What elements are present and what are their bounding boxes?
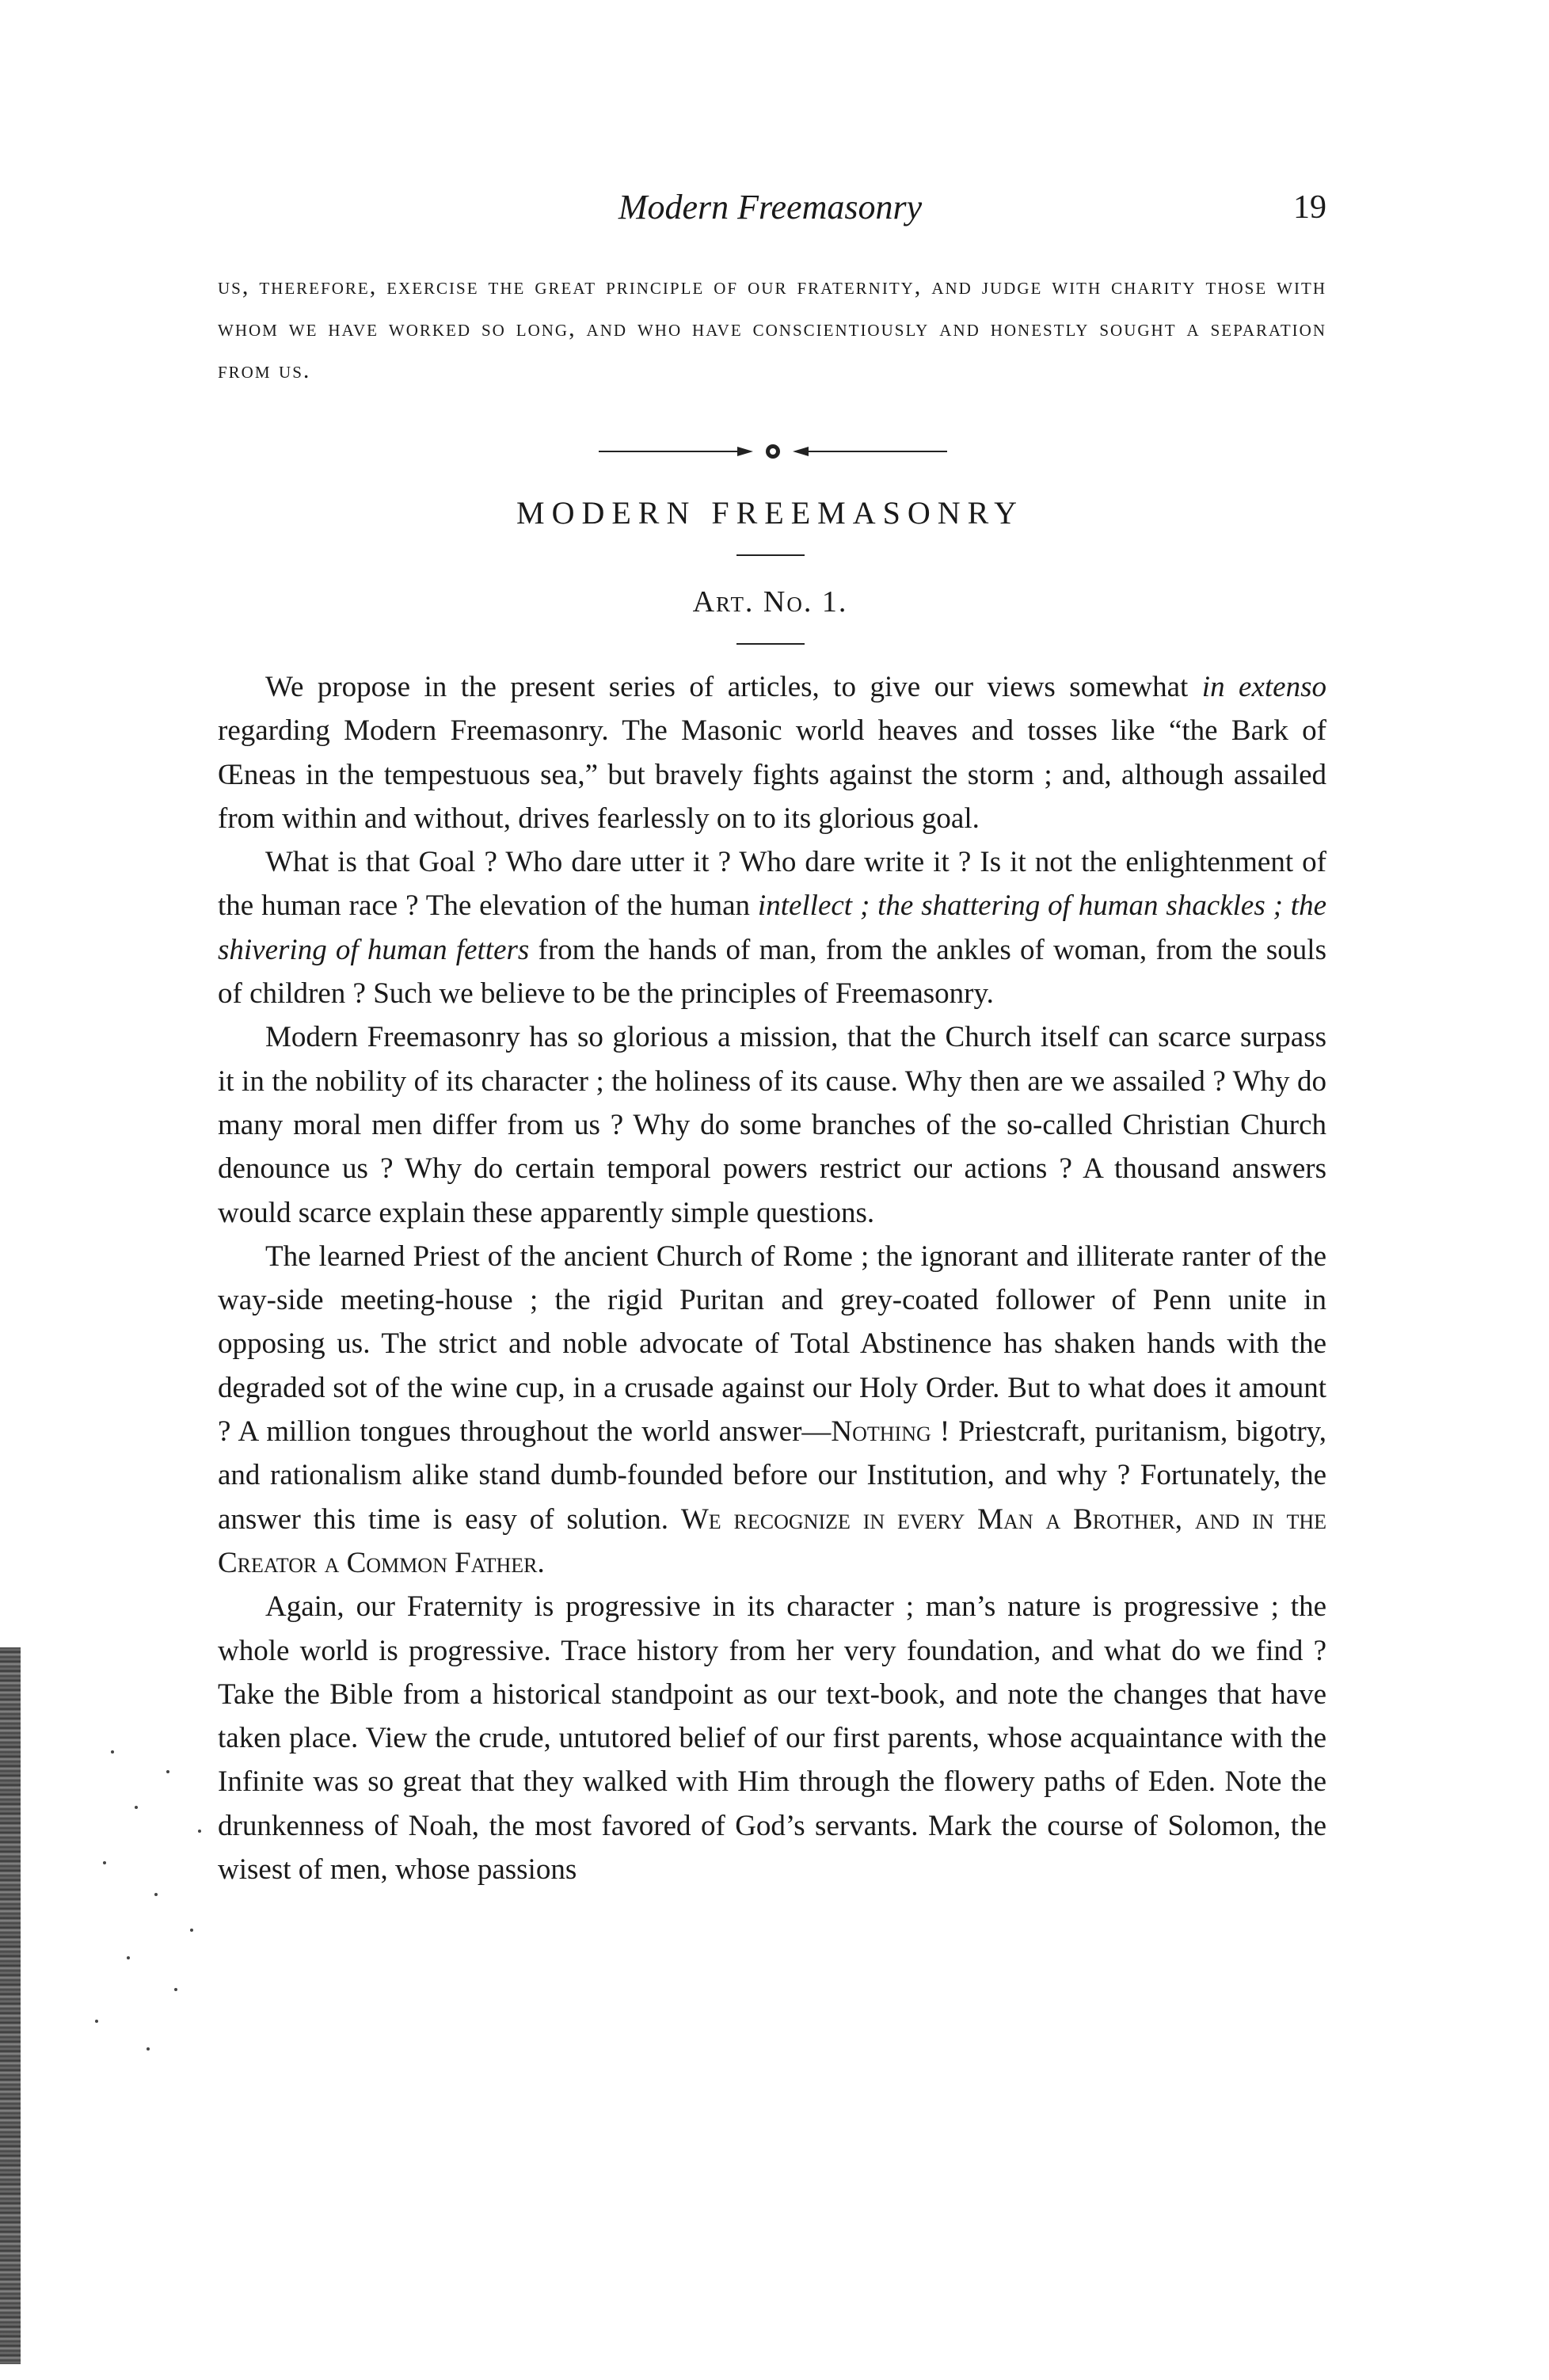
paragraph-2-text: What is that Goal ? Who dare utter it ? Who dare write it ? Is it not the enlightenment of the human race ? The elevation of the human: [218, 846, 1326, 923]
body-text: [218, 665, 1326, 1891]
paragraph-2: [218, 840, 1326, 1015]
paragraph-4: [218, 1235, 1326, 1585]
paragraph-5: Again, our Fraternity is progressive in its character ; man’s nature is progressive ; the whole world is progressive. Trace history from her very foundation, and what do we find ? Take the Bible from a historical standpoint as our text-book, and note the changes that have taken place. View the crude, untutored belief of our first parents, whose acquaintance with the Infinite was so great that they walked with Him through the flowery paths of Eden. Note the drunkenness of Noah, the most favored of God’s servants. Mark the course of Solomon, the wisest of men, whose passions: [218, 1590, 1326, 1887]
article-number: Art. No. 1.: [692, 585, 848, 619]
paragraph-4-text-mid: ! Priestcraft, puritanism, bigotry, and rationalism alike stand dumb-founded before our Institution, and why ? Fortunately, the answer this time is easy of solution.: [218, 1415, 1327, 1536]
section-title: MODERN FREEMASONRY: [516, 495, 1024, 531]
paragraph-4-text: The learned Priest of the ancient Church of Rome ; the ignorant and illiterate ranter of the way-side meeting-house ; the rigid Puritan and grey-coated follower of Penn unite in opposing us. The strict and noble advocate of Total Abstinence has shaken hands with the degraded sot of the wine cup, in a crusade against our Holy Order. But to what does it amount ? A million tongues throughout the world answer—: [218, 1240, 1326, 1449]
page-number: 19: [1293, 189, 1326, 226]
title-rule-top: [736, 554, 805, 556]
paragraph-1: [218, 665, 1326, 840]
ornament-divider: [599, 442, 947, 461]
running-title: Modern Freemasonry: [618, 188, 923, 227]
title-rule-bottom: [736, 643, 805, 645]
paragraph-4-smallcaps: Nothing: [831, 1415, 931, 1449]
paragraph-1-italic: in extenso: [1201, 671, 1326, 703]
paragraph-4-smallcaps-end: We recognize in every Man a Brother, and in the Creator a Common Father.: [218, 1502, 1326, 1579]
paragraph-1-text: We propose in the present series of articles, to give our views somewhat: [265, 671, 1202, 703]
paragraph-3: Modern Freemasonry has so glorious a mission, that the Church itself can scarce surpass it in the nobility of its character ; the holiness of its cause. Why then are we assailed ? Why do many moral men differ from us ? Why do some branches of the so-called Christian Church denounce us ? Why do certain temporal powers restrict our actions ? A thousand answers would scarce explain these apparently simple questions.: [218, 1021, 1326, 1229]
paragraph-2-text-end: from the hands of man, from the ankles of woman, from the souls of children ? Such we believe to be the principles of Freemasonry.: [218, 933, 1326, 1011]
running-head: [214, 184, 1326, 239]
scan-specks: [79, 1735, 238, 2067]
intro-paragraph: us, therefore, exercise the great principle of our fraternity, and judge with charity those with whom we have worked so long, and who have conscientiously and honestly sought a separation from us.: [218, 273, 1326, 383]
paragraph-2-italic: intellect ; the shattering of human shackles ; the shivering of human fetters: [218, 889, 1326, 966]
binding-edge: [0, 1647, 21, 2364]
paragraph-1-text-end: regarding Modern Freemasonry. The Masonic world heaves and tosses like “the Bark of Œneas in the tempestuous sea,” but bravely fights against the storm ; and, although assailed from within and without, drives fearlessly on to its glorious goal.: [218, 714, 1326, 835]
